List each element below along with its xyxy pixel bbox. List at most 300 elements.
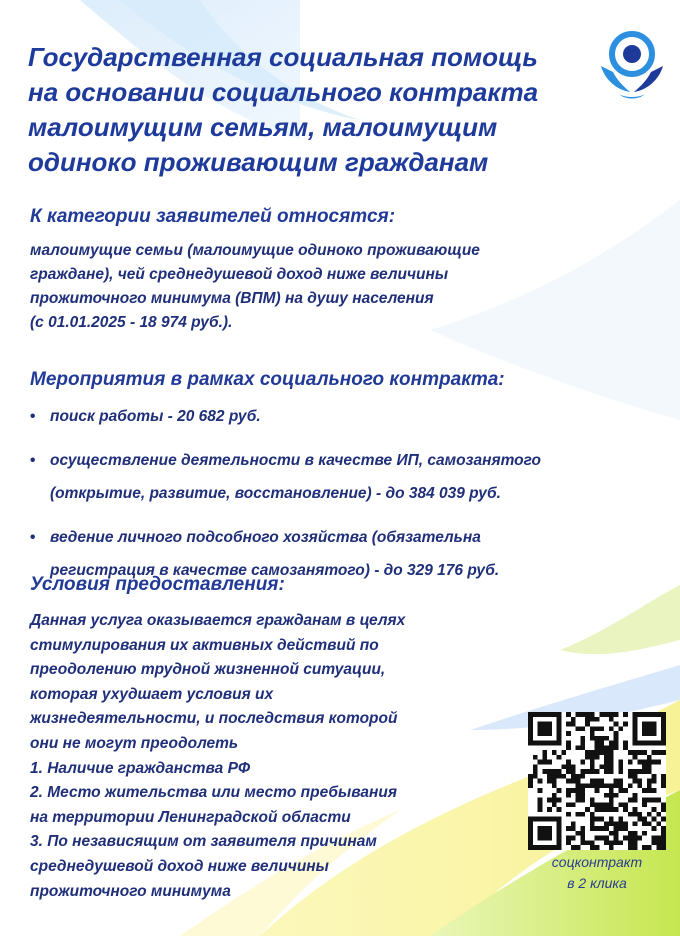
qr-module bbox=[557, 807, 562, 812]
qr-module bbox=[628, 798, 633, 803]
qr-module bbox=[590, 802, 595, 807]
qr-module bbox=[633, 769, 638, 774]
text-line: жизнедеятельности, и последствия которой bbox=[30, 710, 398, 728]
qr-module bbox=[637, 779, 642, 784]
qr-module bbox=[571, 836, 576, 841]
qr-module bbox=[614, 731, 619, 736]
qr-module bbox=[609, 817, 614, 822]
title-line: Государственная социальная помощь bbox=[28, 42, 538, 72]
qr-module bbox=[595, 769, 600, 774]
qr-module bbox=[633, 755, 638, 760]
qr-module bbox=[557, 755, 562, 760]
qr-module bbox=[542, 760, 547, 765]
qr-module bbox=[566, 764, 571, 769]
qr-module bbox=[609, 840, 614, 845]
qr-module bbox=[595, 845, 600, 850]
qr-module bbox=[576, 793, 581, 798]
qr-module bbox=[590, 798, 595, 803]
qr-module bbox=[633, 836, 638, 841]
qr-module bbox=[604, 750, 609, 755]
qr-module bbox=[595, 736, 600, 741]
qr-module bbox=[542, 750, 547, 755]
measures-list bbox=[30, 400, 670, 598]
qr-module bbox=[614, 722, 619, 727]
qr-module bbox=[647, 755, 652, 760]
text-line: малоимущие семьи (малоимущие одиноко проживающие bbox=[30, 242, 480, 259]
qr-module bbox=[642, 821, 647, 826]
qr-module bbox=[614, 821, 619, 826]
qr-module bbox=[547, 779, 552, 784]
qr-module bbox=[566, 840, 571, 845]
qr-module bbox=[614, 793, 619, 798]
qr-module bbox=[661, 774, 666, 779]
text-line: 1. Наличие гражданства РФ bbox=[30, 759, 251, 777]
qr-module bbox=[628, 774, 633, 779]
qr-module bbox=[571, 845, 576, 850]
qr-module bbox=[656, 836, 661, 841]
text-line: 2. Место жительства или место пребывания bbox=[30, 784, 397, 802]
qr-module bbox=[599, 779, 604, 784]
qr-module bbox=[609, 788, 614, 793]
qr-module bbox=[642, 764, 647, 769]
text-line: граждане), чей среднедушевой доход ниже величины bbox=[30, 266, 449, 283]
qr-module bbox=[533, 774, 538, 779]
categories-text bbox=[30, 239, 480, 335]
qr-module bbox=[652, 750, 657, 755]
qr-module bbox=[590, 717, 595, 722]
qr-module bbox=[566, 745, 571, 750]
qr-module bbox=[661, 779, 666, 784]
text-line: прожиточного минимума bbox=[30, 882, 231, 900]
qr-module bbox=[633, 812, 638, 817]
qr-module bbox=[590, 760, 595, 765]
qr-module bbox=[590, 736, 595, 741]
qr-module bbox=[604, 826, 609, 831]
qr-module bbox=[590, 840, 595, 845]
qr-module bbox=[609, 760, 614, 765]
qr-module bbox=[571, 722, 576, 727]
qr-module bbox=[566, 769, 571, 774]
qr-module bbox=[633, 807, 638, 812]
qr-code[interactable] bbox=[528, 712, 666, 850]
hands-circle-icon bbox=[597, 28, 667, 102]
qr-module bbox=[538, 788, 543, 793]
qr-module bbox=[538, 760, 543, 765]
qr-module bbox=[590, 826, 595, 831]
qr-module bbox=[604, 840, 609, 845]
text-line: 3. По независящим от заявителя причинам bbox=[30, 833, 377, 851]
qr-module bbox=[609, 712, 614, 717]
qr-module bbox=[642, 802, 647, 807]
qr-module bbox=[580, 788, 585, 793]
qr-module bbox=[595, 826, 600, 831]
qr-module bbox=[633, 793, 638, 798]
qr-module bbox=[576, 783, 581, 788]
qr-module bbox=[528, 783, 533, 788]
text-line: на территории Ленинградской области bbox=[30, 808, 351, 826]
item-line: поиск работы - 20 682 руб. bbox=[50, 408, 261, 425]
qr-module bbox=[538, 807, 543, 812]
conditions-heading: Условия предоставления: bbox=[30, 574, 285, 595]
qr-module bbox=[585, 755, 590, 760]
qr-module bbox=[604, 745, 609, 750]
qr-module bbox=[609, 807, 614, 812]
qr-module bbox=[566, 826, 571, 831]
qr-module bbox=[614, 840, 619, 845]
qr-module bbox=[571, 821, 576, 826]
qr-module bbox=[580, 793, 585, 798]
qr-module bbox=[585, 717, 590, 722]
qr-module bbox=[609, 717, 614, 722]
qr-module bbox=[547, 760, 552, 765]
qr-module bbox=[623, 826, 628, 831]
qr-module bbox=[656, 845, 661, 850]
qr-module bbox=[528, 774, 533, 779]
qr-module bbox=[552, 750, 557, 755]
qr-module bbox=[623, 836, 628, 841]
text-line: которая ухудшает условия их bbox=[30, 685, 274, 703]
qr-module bbox=[595, 817, 600, 822]
qr-module bbox=[595, 741, 600, 746]
qr-module bbox=[585, 807, 590, 812]
qr-module bbox=[628, 831, 633, 836]
qr-module bbox=[561, 764, 566, 769]
qr-module bbox=[623, 807, 628, 812]
qr-module bbox=[642, 817, 647, 822]
qr-module bbox=[656, 821, 661, 826]
qr-module bbox=[566, 779, 571, 784]
qr-module bbox=[661, 807, 666, 812]
qr-module bbox=[590, 821, 595, 826]
qr-module bbox=[552, 769, 557, 774]
caption-line: в 2 клика bbox=[567, 875, 627, 891]
qr-module bbox=[604, 769, 609, 774]
qr-module bbox=[576, 798, 581, 803]
qr-module bbox=[623, 745, 628, 750]
qr-module bbox=[599, 807, 604, 812]
qr-module bbox=[595, 783, 600, 788]
qr-module bbox=[590, 731, 595, 736]
qr-module bbox=[595, 788, 600, 793]
qr-module bbox=[642, 788, 647, 793]
qr-module bbox=[628, 760, 633, 765]
qr-module bbox=[566, 722, 571, 727]
qr-module bbox=[614, 745, 619, 750]
qr-module bbox=[571, 826, 576, 831]
qr-module bbox=[576, 788, 581, 793]
qr-module bbox=[580, 826, 585, 831]
categories-heading: К категории заявителей относятся: bbox=[30, 206, 396, 227]
qr-module bbox=[561, 774, 566, 779]
qr-module bbox=[590, 755, 595, 760]
qr-module bbox=[571, 788, 576, 793]
qr-module bbox=[599, 826, 604, 831]
qr-module bbox=[566, 760, 571, 765]
text-line: Данная услуга оказывается гражданам в целях bbox=[30, 612, 406, 629]
qr-module bbox=[604, 821, 609, 826]
qr-module bbox=[599, 741, 604, 746]
qr-module bbox=[652, 779, 657, 784]
qr-module bbox=[595, 726, 600, 731]
qr-module bbox=[642, 760, 647, 765]
qr-module bbox=[614, 807, 619, 812]
qr-module bbox=[633, 831, 638, 836]
qr-module bbox=[595, 836, 600, 841]
qr-module bbox=[637, 817, 642, 822]
qr-module bbox=[661, 831, 666, 836]
qr-module bbox=[614, 783, 619, 788]
qr-module bbox=[580, 783, 585, 788]
list-item bbox=[30, 400, 670, 433]
qr-module bbox=[609, 793, 614, 798]
qr-module bbox=[533, 764, 538, 769]
qr-module bbox=[609, 726, 614, 731]
qr-module bbox=[614, 712, 619, 717]
qr-module bbox=[604, 712, 609, 717]
qr-module bbox=[618, 760, 623, 765]
qr-module bbox=[599, 736, 604, 741]
qr-module bbox=[623, 741, 628, 746]
qr-module bbox=[571, 779, 576, 784]
title-line: на основании социального контракта bbox=[28, 77, 539, 107]
qr-module bbox=[595, 779, 600, 784]
qr-module bbox=[618, 788, 623, 793]
qr-module bbox=[542, 769, 547, 774]
qr-module bbox=[647, 779, 652, 784]
qr-module bbox=[628, 783, 633, 788]
qr-module bbox=[533, 769, 538, 774]
conditions-text bbox=[30, 609, 405, 904]
qr-module bbox=[604, 760, 609, 765]
qr-module bbox=[623, 722, 628, 727]
qr-module bbox=[552, 793, 557, 798]
qr-module bbox=[533, 755, 538, 760]
qr-module bbox=[580, 836, 585, 841]
title-line: малоимущим семьям, малоимущим bbox=[28, 112, 498, 142]
qr-module bbox=[599, 802, 604, 807]
qr-module bbox=[599, 712, 604, 717]
qr-module bbox=[547, 774, 552, 779]
qr-module bbox=[576, 812, 581, 817]
title-line: одиноко проживающим гражданам bbox=[28, 147, 489, 177]
qr-module bbox=[557, 774, 562, 779]
qr-module bbox=[576, 745, 581, 750]
qr-module bbox=[580, 726, 585, 731]
qr-module bbox=[552, 779, 557, 784]
qr-module bbox=[580, 741, 585, 746]
qr-module bbox=[599, 745, 604, 750]
qr-module bbox=[609, 750, 614, 755]
qr-module bbox=[609, 802, 614, 807]
qr-module bbox=[609, 755, 614, 760]
qr-module bbox=[623, 821, 628, 826]
qr-module bbox=[580, 831, 585, 836]
text-line: (с 01.01.2025 - 18 974 руб.). bbox=[30, 314, 233, 331]
qr-module bbox=[590, 783, 595, 788]
item-line: регистрация в качестве самозанятого) - до 329 176 руб. bbox=[50, 562, 500, 579]
qr-module bbox=[595, 807, 600, 812]
qr-module bbox=[580, 760, 585, 765]
qr-module bbox=[623, 788, 628, 793]
qr-module bbox=[623, 712, 628, 717]
qr-module bbox=[580, 812, 585, 817]
qr-module bbox=[599, 836, 604, 841]
bullet-icon: • bbox=[30, 529, 36, 546]
qr-module bbox=[609, 783, 614, 788]
qr-module bbox=[566, 802, 571, 807]
qr-module bbox=[656, 798, 661, 803]
qr-module bbox=[590, 817, 595, 822]
qr-module bbox=[618, 840, 623, 845]
qr-module bbox=[661, 802, 666, 807]
qr-module bbox=[614, 779, 619, 784]
qr-module bbox=[576, 712, 581, 717]
qr-module bbox=[647, 769, 652, 774]
qr-module bbox=[590, 779, 595, 784]
qr-module bbox=[547, 798, 552, 803]
qr-module bbox=[580, 840, 585, 845]
qr-module bbox=[599, 817, 604, 822]
qr-module bbox=[609, 764, 614, 769]
qr-module bbox=[614, 836, 619, 841]
qr-module bbox=[652, 826, 657, 831]
qr-module bbox=[628, 836, 633, 841]
qr-module bbox=[538, 802, 543, 807]
qr-module bbox=[642, 750, 647, 755]
qr-module bbox=[580, 769, 585, 774]
qr-module bbox=[604, 783, 609, 788]
qr-module bbox=[557, 788, 562, 793]
qr-module bbox=[628, 750, 633, 755]
qr-module bbox=[566, 836, 571, 841]
qr-module bbox=[585, 722, 590, 727]
page-title bbox=[28, 40, 608, 180]
qr-module bbox=[656, 840, 661, 845]
text-line: стимулирования их активных действий по bbox=[30, 636, 379, 654]
qr-module bbox=[628, 845, 633, 850]
qr-module bbox=[566, 712, 571, 717]
qr-module bbox=[590, 769, 595, 774]
qr-module bbox=[585, 783, 590, 788]
qr-module bbox=[637, 750, 642, 755]
qr-module bbox=[652, 817, 657, 822]
qr-module bbox=[566, 741, 571, 746]
qr-module bbox=[609, 745, 614, 750]
qr-module bbox=[566, 788, 571, 793]
qr-module bbox=[604, 836, 609, 841]
qr-module bbox=[595, 745, 600, 750]
qr-module bbox=[618, 779, 623, 784]
qr-module bbox=[609, 845, 614, 850]
item-line: осуществление деятельности в качестве ИП, самозанятого bbox=[50, 452, 541, 469]
qr-module bbox=[571, 717, 576, 722]
qr-module bbox=[628, 840, 633, 845]
qr-module bbox=[590, 726, 595, 731]
qr-module bbox=[647, 845, 652, 850]
bullet-icon: • bbox=[30, 452, 36, 469]
qr-module bbox=[633, 798, 638, 803]
qr-module bbox=[599, 726, 604, 731]
qr-module bbox=[604, 802, 609, 807]
qr-module bbox=[652, 840, 657, 845]
qr-module bbox=[661, 826, 666, 831]
qr-module bbox=[576, 774, 581, 779]
text-line: прожиточного минимума (ВПМ) на душу населения bbox=[30, 290, 434, 307]
qr-module bbox=[652, 836, 657, 841]
qr-module bbox=[647, 798, 652, 803]
qr-module bbox=[656, 812, 661, 817]
qr-module bbox=[580, 712, 585, 717]
qr-module bbox=[661, 750, 666, 755]
qr-module bbox=[576, 831, 581, 836]
qr-module bbox=[580, 736, 585, 741]
qr-module bbox=[580, 745, 585, 750]
qr-module bbox=[633, 845, 638, 850]
qr-module bbox=[656, 760, 661, 765]
bullet-icon: • bbox=[30, 408, 36, 425]
qr-module bbox=[647, 760, 652, 765]
qr-module bbox=[580, 774, 585, 779]
qr-module bbox=[604, 736, 609, 741]
qr-module bbox=[585, 750, 590, 755]
qr-module bbox=[647, 788, 652, 793]
qr-module bbox=[618, 764, 623, 769]
qr-module bbox=[633, 774, 638, 779]
qr-module bbox=[590, 845, 595, 850]
qr-module bbox=[528, 779, 533, 784]
item-line: ведение личного подсобного хозяйства (обязательна bbox=[50, 529, 481, 546]
qr-module bbox=[633, 840, 638, 845]
qr-module bbox=[618, 826, 623, 831]
qr-module bbox=[656, 750, 661, 755]
qr-module bbox=[552, 798, 557, 803]
qr-module bbox=[557, 798, 562, 803]
qr-module bbox=[585, 712, 590, 717]
qr-module bbox=[652, 774, 657, 779]
qr-module bbox=[642, 769, 647, 774]
qr-module bbox=[618, 783, 623, 788]
qr-module bbox=[618, 817, 623, 822]
qr-module bbox=[618, 769, 623, 774]
qr-module bbox=[652, 760, 657, 765]
list-item bbox=[30, 444, 670, 510]
qr-module bbox=[580, 798, 585, 803]
qr-module bbox=[628, 769, 633, 774]
qr-module bbox=[604, 807, 609, 812]
qr-module bbox=[595, 717, 600, 722]
qr-module bbox=[623, 802, 628, 807]
qr-module bbox=[538, 722, 552, 736]
qr-module bbox=[609, 798, 614, 803]
qr-module bbox=[571, 802, 576, 807]
text-line: преодолению трудной жизненной ситуации, bbox=[30, 661, 386, 679]
qr-module bbox=[595, 755, 600, 760]
qr-module bbox=[576, 779, 581, 784]
qr-module bbox=[614, 826, 619, 831]
qr-module bbox=[614, 736, 619, 741]
qr-module bbox=[604, 764, 609, 769]
qr-module bbox=[552, 783, 557, 788]
qr-module bbox=[642, 722, 656, 736]
qr-module bbox=[566, 731, 571, 736]
qr-module bbox=[552, 802, 557, 807]
qr-module bbox=[604, 755, 609, 760]
qr-module bbox=[542, 755, 547, 760]
qr-module bbox=[652, 807, 657, 812]
qr-module bbox=[614, 741, 619, 746]
qr-module bbox=[642, 798, 647, 803]
qr-module bbox=[647, 812, 652, 817]
